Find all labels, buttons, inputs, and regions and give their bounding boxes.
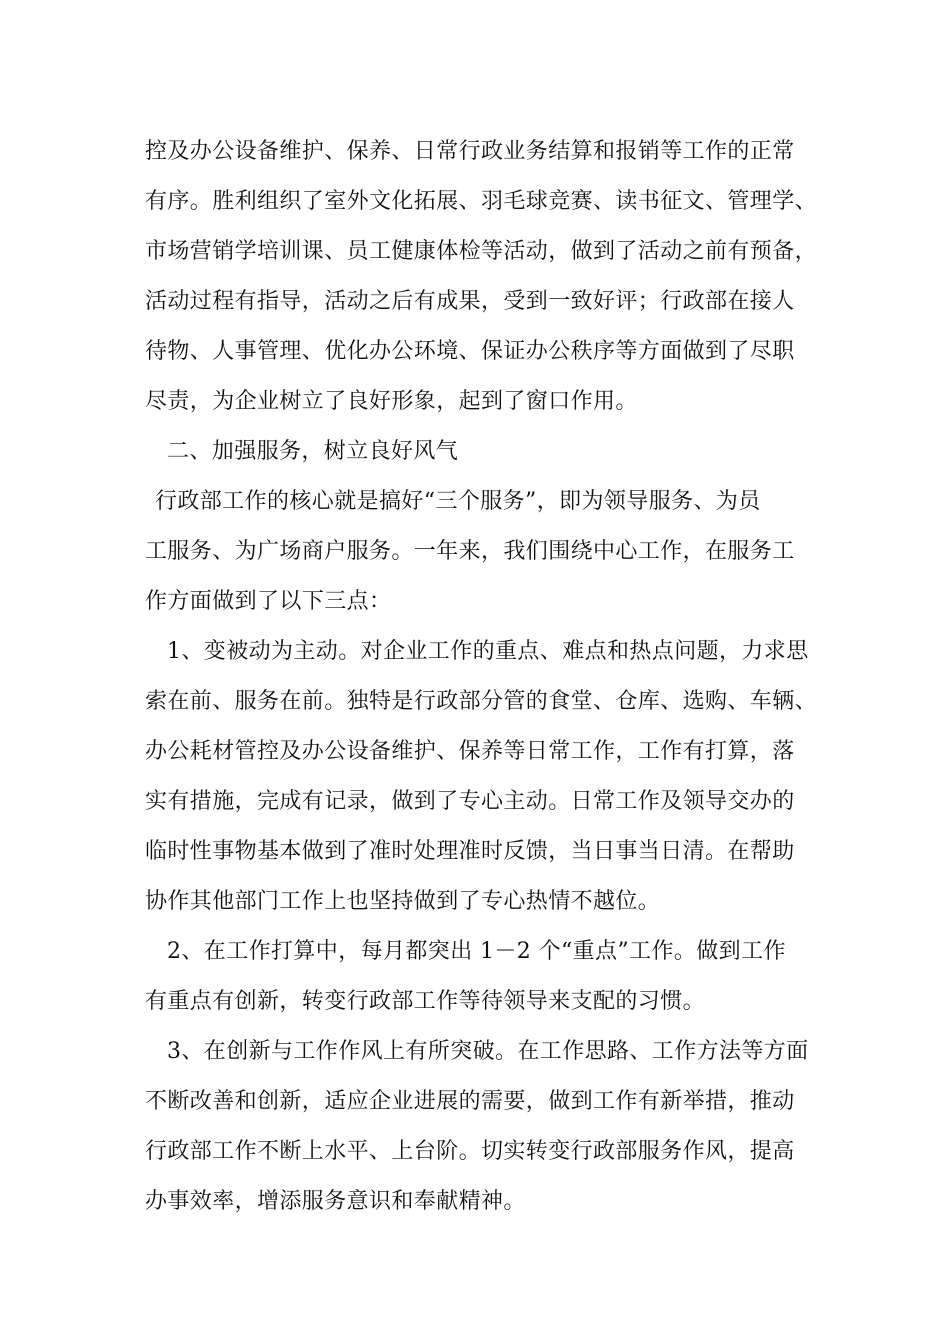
text-line: 协作其他部门工作上也坚持做到了专心热情不越位。 — [145, 889, 661, 914]
list-item-2: 2、在工作打算中，每月都突出 1－2 个“重点”工作。做到工作 — [167, 939, 786, 964]
text-line: 索在前、服务在前。独特是行政部分管的食堂、仓库、选购、车辆、 — [145, 689, 818, 714]
text-line: 尽责，为企业树立了良好形象，起到了窗口作用。 — [145, 389, 638, 414]
section-heading: 二、加强服务，树立良好风气 — [167, 439, 459, 464]
document-body — [145, 132, 825, 1232]
text-line: 有重点有创新，转变行政部工作等待领导来支配的习惯。 — [145, 989, 706, 1014]
text-line: 作方面做到了以下三点： — [145, 589, 392, 614]
text-line: 活动过程有指导，活动之后有成果，受到一致好评；行政部在接人 — [145, 289, 795, 314]
text-line: 有序。胜利组织了室外文化拓展、羽毛球竞赛、读书征文、管理学、 — [145, 189, 818, 214]
list-item-1: 1、变被动为主动。对企业工作的重点、难点和热点问题，力求思 — [167, 639, 809, 664]
text-line: 待物、人事管理、优化办公环境、保证办公秩序等方面做到了尽职 — [145, 339, 795, 364]
text-line: 办事效率，增添服务意识和奉献精神。 — [145, 1189, 526, 1214]
list-item-3: 3、在创新与工作作风上有所突破。在工作思路、工作方法等方面 — [167, 1039, 809, 1064]
text-line: 控及办公设备维护、保养、日常行政业务结算和报销等工作的正常 — [145, 139, 795, 164]
text-line: 临时性事物基本做到了准时处理准时反馈，当日事当日清。在帮助 — [145, 839, 795, 864]
text-line: 市场营销学培训课、员工健康体检等活动，做到了活动之前有预备， — [145, 239, 818, 264]
text-line: 不断改善和创新，适应企业进展的需要，做到工作有新举措，推动 — [145, 1089, 795, 1114]
text-line: 办公耗材管控及办公设备维护、保养等日常工作，工作有打算，落 — [145, 739, 795, 764]
text-line: 行政部工作的核心就是搞好“三个服务”，即为领导服务、为员 — [155, 489, 761, 514]
text-line: 工服务、为广场商户服务。一年来，我们围绕中心工作，在服务工 — [145, 539, 795, 564]
text-line: 实有措施，完成有记录，做到了专心主动。日常工作及领导交办的 — [145, 789, 795, 814]
text-line: 行政部工作不断上水平、上台阶。切实转变行政部服务作风，提高 — [145, 1139, 795, 1164]
